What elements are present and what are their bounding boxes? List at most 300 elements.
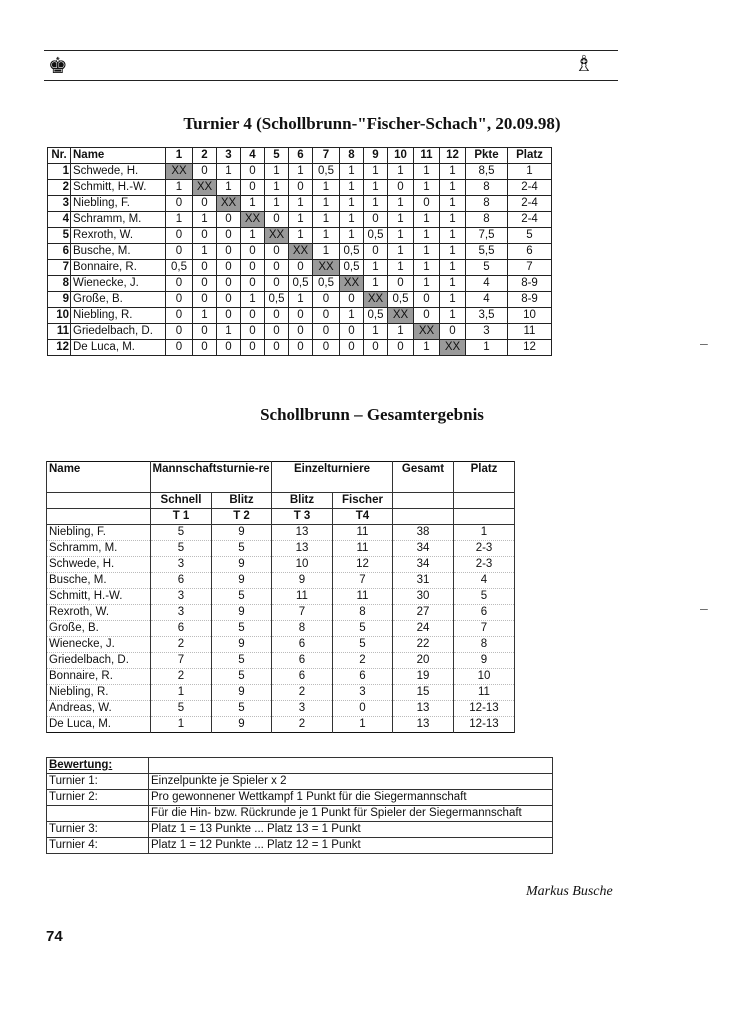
result-cell: 0 [166, 340, 193, 356]
overall-table [46, 461, 515, 733]
empty-cell [393, 509, 454, 525]
result-cell: 1 [440, 228, 466, 244]
player-number: 4 [48, 212, 71, 228]
t3-score: 2 [272, 717, 333, 733]
result-cell: 1 [440, 180, 466, 196]
result-cell: 0 [217, 340, 241, 356]
result-cell: 0 [388, 340, 414, 356]
result-cell: 0 [217, 260, 241, 276]
self-game-cell: XX [241, 212, 265, 228]
col-fischer: Fischer [333, 493, 393, 509]
points-cell: 5,5 [466, 244, 508, 260]
result-cell: 1 [364, 260, 388, 276]
result-cell: 0 [241, 164, 265, 180]
total-score: 31 [393, 573, 454, 589]
result-cell: 0 [166, 244, 193, 260]
self-game-cell: XX [414, 324, 440, 340]
t1-score: 1 [151, 717, 212, 733]
author: Markus Busche [526, 884, 613, 899]
place-cell: 11 [454, 685, 515, 701]
scoring-row [47, 790, 553, 806]
place-cell: 5 [454, 589, 515, 605]
result-cell: 0 [265, 212, 289, 228]
t1-score: 6 [151, 573, 212, 589]
result-cell: 1 [440, 260, 466, 276]
t2-score: 5 [212, 621, 272, 637]
self-game-cell: XX [193, 180, 217, 196]
points-cell: 4 [466, 292, 508, 308]
total-score: 13 [393, 717, 454, 733]
place-cell: 6 [454, 605, 515, 621]
scoring-tournament: Turnier 4: [47, 838, 149, 854]
overall-row [47, 541, 515, 557]
overall-row [47, 525, 515, 541]
place-cell: 7 [454, 621, 515, 637]
player-name: Schwede, H. [71, 164, 166, 180]
result-cell: 1 [364, 164, 388, 180]
result-cell: 1 [313, 180, 340, 196]
t1-score: 3 [151, 557, 212, 573]
t4-score: 3 [333, 685, 393, 701]
result-cell: 0 [241, 244, 265, 260]
col-t1: T 1 [151, 509, 212, 525]
result-cell: 1 [364, 196, 388, 212]
place-cell: 1 [454, 525, 515, 541]
result-cell: 1 [313, 212, 340, 228]
place-cell: 2-4 [508, 196, 552, 212]
result-cell: 0,5 [289, 276, 313, 292]
place-cell: 12-13 [454, 717, 515, 733]
total-score: 27 [393, 605, 454, 621]
result-cell: 1 [414, 244, 440, 260]
overall-row [47, 717, 515, 733]
result-cell: 1 [364, 180, 388, 196]
result-cell: 1 [313, 244, 340, 260]
scoring-rule: Für die Hin- bzw. Rückrunde je 1 Punkt für Spieler der Siegermannschaft [149, 806, 553, 822]
result-cell: 1 [414, 164, 440, 180]
overall-row [47, 589, 515, 605]
result-cell: 0 [388, 180, 414, 196]
points-cell: 4 [466, 276, 508, 292]
result-cell: 0 [364, 212, 388, 228]
place-cell: 2-3 [454, 541, 515, 557]
result-cell: 1 [388, 244, 414, 260]
player-name: Rexroth, W. [71, 228, 166, 244]
overall-row [47, 557, 515, 573]
t1-score: 5 [151, 701, 212, 717]
t3-score: 9 [272, 573, 333, 589]
player-name: Schramm, M. [47, 541, 151, 557]
place-cell: 2-4 [508, 212, 552, 228]
player-number: 11 [48, 324, 71, 340]
tournament-row [48, 260, 552, 276]
result-cell: 1 [440, 276, 466, 292]
tournament-col-header: 5 [265, 148, 289, 164]
self-game-cell: XX [265, 228, 289, 244]
margin-mark: – [700, 600, 708, 616]
result-cell: 0 [289, 260, 313, 276]
result-cell: 1 [388, 228, 414, 244]
tournament-row [48, 164, 552, 180]
overall-row [47, 669, 515, 685]
tournament-table [47, 147, 552, 356]
scoring-row [47, 822, 553, 838]
t2-score: 5 [212, 589, 272, 605]
result-cell: 0 [265, 244, 289, 260]
result-cell: 0 [217, 228, 241, 244]
result-cell: 0 [440, 324, 466, 340]
player-number: 7 [48, 260, 71, 276]
result-cell: 0 [414, 308, 440, 324]
empty-cell [149, 758, 553, 774]
t2-score: 9 [212, 637, 272, 653]
tournament-header-row [48, 148, 552, 164]
empty-cell [393, 493, 454, 509]
result-cell: 1 [414, 340, 440, 356]
result-cell: 1 [388, 164, 414, 180]
result-cell: 0 [217, 212, 241, 228]
result-cell: 0 [289, 340, 313, 356]
tournament-row [48, 244, 552, 260]
place-cell: 12 [508, 340, 552, 356]
result-cell: 1 [217, 164, 241, 180]
result-cell: 0 [265, 276, 289, 292]
result-cell: 1 [388, 324, 414, 340]
player-name: Schwede, H. [47, 557, 151, 573]
result-cell: 0 [265, 260, 289, 276]
t4-score: 0 [333, 701, 393, 717]
player-name: Wienecke, J. [47, 637, 151, 653]
t3-score: 13 [272, 525, 333, 541]
t2-score: 5 [212, 653, 272, 669]
place-cell: 7 [508, 260, 552, 276]
result-cell: 1 [265, 164, 289, 180]
result-cell: 1 [241, 228, 265, 244]
header-rule [44, 80, 618, 81]
scoring-tournament [47, 806, 149, 822]
points-cell: 3,5 [466, 308, 508, 324]
t4-score: 11 [333, 541, 393, 557]
self-game-cell: XX [440, 340, 466, 356]
result-cell: 0 [241, 260, 265, 276]
player-name: Niebling, R. [71, 308, 166, 324]
t1-score: 6 [151, 621, 212, 637]
chess-bishop-icon: ♗ [574, 52, 594, 77]
tournament-row [48, 196, 552, 212]
result-cell: 0 [241, 180, 265, 196]
col-name: Name [47, 462, 151, 493]
overall-row [47, 605, 515, 621]
result-cell: 0 [313, 340, 340, 356]
result-cell: 0 [265, 340, 289, 356]
total-score: 34 [393, 557, 454, 573]
total-score: 19 [393, 669, 454, 685]
result-cell: 1 [364, 324, 388, 340]
t2-score: 9 [212, 717, 272, 733]
result-cell: 0 [241, 324, 265, 340]
result-cell: 1 [313, 228, 340, 244]
tournament-col-header: Name [71, 148, 166, 164]
player-name: Rexroth, W. [47, 605, 151, 621]
result-cell: 0 [217, 308, 241, 324]
result-cell: 0 [364, 244, 388, 260]
result-cell: 1 [289, 292, 313, 308]
t3-score: 6 [272, 653, 333, 669]
player-number: 8 [48, 276, 71, 292]
tournament-row [48, 340, 552, 356]
t1-score: 5 [151, 525, 212, 541]
empty-cell [454, 509, 515, 525]
result-cell: 0 [217, 276, 241, 292]
tournament-col-header: 1 [166, 148, 193, 164]
tournament-row [48, 308, 552, 324]
points-cell: 8 [466, 212, 508, 228]
player-name: Griedelbach, D. [47, 653, 151, 669]
result-cell: 1 [340, 228, 364, 244]
t1-score: 7 [151, 653, 212, 669]
scoring-rule: Pro gewonnener Wettkampf 1 Punkt für die Siegermannschaft [149, 790, 553, 806]
result-cell: 1 [388, 260, 414, 276]
scoring-row [47, 806, 553, 822]
scoring-rule: Platz 1 = 13 Punkte ... Platz 13 = 1 Punkt [149, 822, 553, 838]
result-cell: 1 [241, 292, 265, 308]
result-cell: 0 [193, 324, 217, 340]
player-name: Große, B. [47, 621, 151, 637]
player-name: Busche, M. [47, 573, 151, 589]
result-cell: 0 [193, 228, 217, 244]
player-name: Schmitt, H.-W. [71, 180, 166, 196]
t2-score: 9 [212, 573, 272, 589]
player-name: Große, B. [71, 292, 166, 308]
player-name: Schramm, M. [71, 212, 166, 228]
result-cell: 1 [340, 196, 364, 212]
result-cell: 0 [193, 276, 217, 292]
result-cell: 1 [440, 292, 466, 308]
overall-row [47, 685, 515, 701]
result-cell: 0 [166, 324, 193, 340]
overall-row [47, 653, 515, 669]
tournament-col-header: Nr. [48, 148, 71, 164]
total-score: 24 [393, 621, 454, 637]
tournament-col-header: 9 [364, 148, 388, 164]
result-cell: 0,5 [340, 244, 364, 260]
place-cell: 1 [508, 164, 552, 180]
total-score: 30 [393, 589, 454, 605]
page-number: 74 [46, 928, 63, 945]
result-cell: 1 [265, 196, 289, 212]
result-cell: 1 [289, 212, 313, 228]
place-cell: 10 [508, 308, 552, 324]
result-cell: 1 [217, 324, 241, 340]
result-cell: 0 [241, 276, 265, 292]
t3-score: 2 [272, 685, 333, 701]
t2-score: 9 [212, 605, 272, 621]
place-cell: 5 [508, 228, 552, 244]
place-cell: 2-4 [508, 180, 552, 196]
tournament-col-header: 4 [241, 148, 265, 164]
t4-score: 5 [333, 621, 393, 637]
result-cell: 0 [340, 292, 364, 308]
result-cell: 1 [340, 164, 364, 180]
result-cell: 0 [193, 260, 217, 276]
result-cell: 1 [289, 164, 313, 180]
tournament-col-header: 12 [440, 148, 466, 164]
total-score: 34 [393, 541, 454, 557]
result-cell: 0,5 [364, 228, 388, 244]
tournament-row [48, 292, 552, 308]
result-cell: 1 [193, 308, 217, 324]
player-name: Griedelbach, D. [71, 324, 166, 340]
overall-row [47, 621, 515, 637]
total-score: 15 [393, 685, 454, 701]
self-game-cell: XX [340, 276, 364, 292]
place-cell: 8-9 [508, 276, 552, 292]
player-name: Niebling, R. [47, 685, 151, 701]
t3-score: 8 [272, 621, 333, 637]
col-t2: T 2 [212, 509, 272, 525]
scoring-tournament: Turnier 2: [47, 790, 149, 806]
result-cell: 0 [193, 340, 217, 356]
player-name: Niebling, F. [71, 196, 166, 212]
t2-score: 9 [212, 685, 272, 701]
result-cell: 0 [193, 164, 217, 180]
player-name: Schmitt, H.-W. [47, 589, 151, 605]
t1-score: 2 [151, 637, 212, 653]
result-cell: 0 [241, 340, 265, 356]
t4-score: 7 [333, 573, 393, 589]
result-cell: 0 [193, 196, 217, 212]
self-game-cell: XX [217, 196, 241, 212]
player-name: Niebling, F. [47, 525, 151, 541]
result-cell: 1 [265, 180, 289, 196]
result-cell: 1 [193, 244, 217, 260]
scoring-rule: Einzelpunkte je Spieler x 2 [149, 774, 553, 790]
t2-score: 9 [212, 525, 272, 541]
result-cell: 0 [388, 276, 414, 292]
result-cell: 0 [414, 292, 440, 308]
points-cell: 8,5 [466, 164, 508, 180]
tournament-row [48, 276, 552, 292]
result-cell: 0,5 [313, 164, 340, 180]
place-cell: 2-3 [454, 557, 515, 573]
result-cell: 0,5 [313, 276, 340, 292]
t4-score: 5 [333, 637, 393, 653]
col-place: Platz [454, 462, 515, 493]
result-cell: 0 [166, 308, 193, 324]
t3-score: 10 [272, 557, 333, 573]
points-cell: 5 [466, 260, 508, 276]
player-name: Busche, M. [71, 244, 166, 260]
self-game-cell: XX [166, 164, 193, 180]
place-cell: 10 [454, 669, 515, 685]
t1-score: 5 [151, 541, 212, 557]
place-cell: 9 [454, 653, 515, 669]
result-cell: 0 [217, 244, 241, 260]
col-blitz: Blitz [212, 493, 272, 509]
t1-score: 3 [151, 589, 212, 605]
result-cell: 0 [193, 292, 217, 308]
t1-score: 2 [151, 669, 212, 685]
result-cell: 0 [289, 308, 313, 324]
result-cell: 1 [340, 180, 364, 196]
points-cell: 7,5 [466, 228, 508, 244]
result-cell: 0 [166, 228, 193, 244]
result-cell: 1 [440, 244, 466, 260]
result-cell: 1 [193, 212, 217, 228]
result-cell: 1 [414, 212, 440, 228]
empty-cell [47, 493, 151, 509]
result-cell: 0 [289, 180, 313, 196]
player-number: 12 [48, 340, 71, 356]
tournament-row [48, 212, 552, 228]
col-single-tournaments: Einzelturniere [272, 462, 393, 493]
t1-score: 1 [151, 685, 212, 701]
empty-cell [454, 493, 515, 509]
tournament-col-header: 10 [388, 148, 414, 164]
place-cell: 11 [508, 324, 552, 340]
self-game-cell: XX [364, 292, 388, 308]
result-cell: 0,5 [388, 292, 414, 308]
overall-title: Schollbrunn – Gesamtergebnis [260, 405, 484, 424]
result-cell: 0 [166, 276, 193, 292]
player-number: 9 [48, 292, 71, 308]
t2-score: 9 [212, 557, 272, 573]
scoring-tournament: Turnier 3: [47, 822, 149, 838]
t3-score: 6 [272, 637, 333, 653]
tournament-col-header: 3 [217, 148, 241, 164]
result-cell: 1 [217, 180, 241, 196]
result-cell: 1 [289, 196, 313, 212]
tournament-col-header: 6 [289, 148, 313, 164]
tournament-row [48, 180, 552, 196]
self-game-cell: XX [388, 308, 414, 324]
t3-score: 3 [272, 701, 333, 717]
tournament-title: Turnier 4 (Schollbrunn-"Fischer-Schach", 20.09.98) [183, 114, 561, 133]
place-cell: 8 [454, 637, 515, 653]
result-cell: 0 [313, 308, 340, 324]
tournament-col-header: Platz [508, 148, 552, 164]
scoring-table [46, 757, 553, 854]
t4-score: 11 [333, 525, 393, 541]
result-cell: 0 [265, 324, 289, 340]
result-cell: 1 [166, 180, 193, 196]
place-cell: 6 [508, 244, 552, 260]
result-cell: 1 [340, 212, 364, 228]
result-cell: 1 [313, 196, 340, 212]
player-number: 6 [48, 244, 71, 260]
result-cell: 0,5 [265, 292, 289, 308]
tournament-row [48, 324, 552, 340]
scoring-heading: Bewertung: [47, 758, 149, 774]
player-name: Wienecke, J. [71, 276, 166, 292]
result-cell: 1 [440, 164, 466, 180]
result-cell: 1 [340, 308, 364, 324]
t3-score: 11 [272, 589, 333, 605]
result-cell: 1 [166, 212, 193, 228]
player-number: 1 [48, 164, 71, 180]
player-name: Bonnaire, R. [47, 669, 151, 685]
tournament-col-header: 2 [193, 148, 217, 164]
t3-score: 13 [272, 541, 333, 557]
total-score: 38 [393, 525, 454, 541]
tournament-col-header: 11 [414, 148, 440, 164]
player-name: De Luca, M. [47, 717, 151, 733]
scoring-rule: Platz 1 = 12 Punkte ... Platz 12 = 1 Punkt [149, 838, 553, 854]
t1-score: 3 [151, 605, 212, 621]
result-cell: 1 [440, 212, 466, 228]
points-cell: 8 [466, 180, 508, 196]
t4-score: 6 [333, 669, 393, 685]
